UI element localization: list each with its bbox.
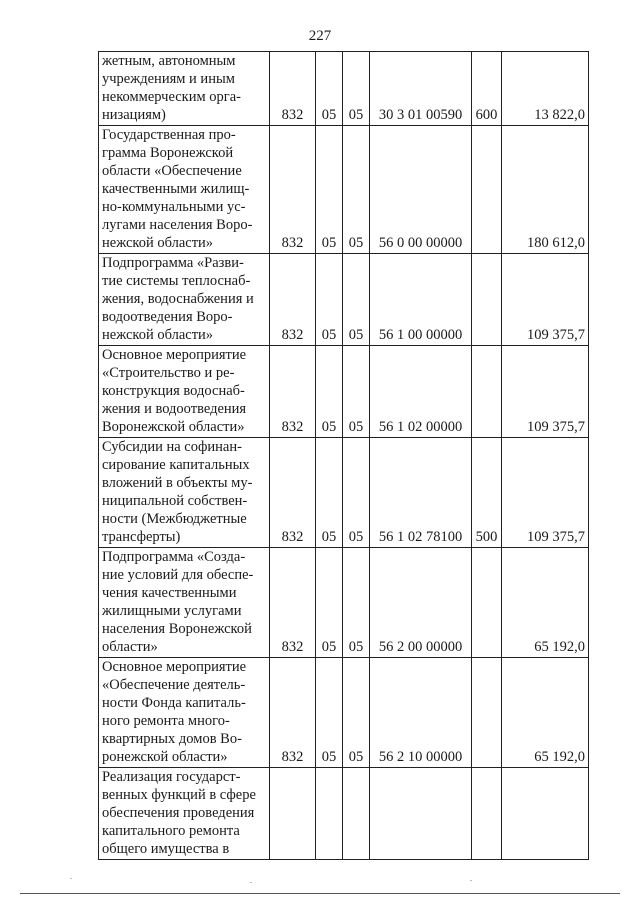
expense-type-code [472,254,502,346]
subsection-code: 05 [343,126,370,254]
row-description: Реализация государст- венных функций в сфере обеспечения проведения капитального ремонта общего имущества в [99,768,270,860]
amount [502,768,589,860]
target-article-code: 56 0 00 00000 [370,126,472,254]
amount: 65 192,0 [502,658,589,768]
target-article-code: 56 1 00 00000 [370,254,472,346]
table-row [99,346,589,438]
row-description: Основное мероприятие «Обеспечение деятель- ности Фонда капиталь- ного ремонта много- квартирных домов Во- ронежской области» [99,658,270,768]
subsection-code: 05 [343,52,370,126]
row-description: жетным, автономным учреждениям и иным некоммерческим орга- низациям) [99,52,270,126]
expense-type-code [472,126,502,254]
amount: 109 375,7 [502,254,589,346]
admin-code: 832 [270,658,316,768]
admin-code: 832 [270,126,316,254]
table-row [99,52,589,126]
table-row [99,254,589,346]
section-code: 05 [316,52,343,126]
target-article-code: 56 2 00 00000 [370,548,472,658]
amount: 13 822,0 [502,52,589,126]
section-code: 05 [316,126,343,254]
subsection-code: 05 [343,658,370,768]
admin-code: 832 [270,438,316,548]
admin-code: 832 [270,548,316,658]
admin-code [270,768,316,860]
page-number: 227 [308,28,332,44]
target-article-code: 30 3 01 00590 [370,52,472,126]
section-code: 05 [316,548,343,658]
section-code: 05 [316,254,343,346]
row-description: Субсидии на софинан- сирование капитальных вложений в объекты му- ниципальной собствен- ности (Межбюджетные трансферты) [99,438,270,548]
row-description: Основное мероприятие «Строительство и ре- конструкция водоснаб- жения и водоотведения Воронежской области» [99,346,270,438]
expense-type-code [472,548,502,658]
admin-code: 832 [270,254,316,346]
section-code: 05 [316,438,343,548]
admin-code: 832 [270,346,316,438]
expense-type-code: 500 [472,438,502,548]
expense-type-code [472,346,502,438]
table-row [99,658,589,768]
subsection-code: 05 [343,438,370,548]
amount: 109 375,7 [502,438,589,548]
scan-speck [250,882,252,883]
row-description: Подпрограмма «Разви- тие системы теплоснаб- жения, водоснабжения и водоотведения Воро- нежской области» [99,254,270,346]
table-row [99,548,589,658]
expense-type-code [472,768,502,860]
target-article-code: 56 1 02 78100 [370,438,472,548]
amount: 65 192,0 [502,548,589,658]
subsection-code [343,768,370,860]
row-description: Подпрограмма «Созда- ние условий для обеспе- чения качественными жилищными услугами населения Воронежской области» [99,548,270,658]
target-article-code: 56 1 02 00000 [370,346,472,438]
scan-speck [70,878,72,879]
admin-code: 832 [270,52,316,126]
amount: 180 612,0 [502,126,589,254]
expense-type-code: 600 [472,52,502,126]
expense-type-code [472,658,502,768]
target-article-code [370,768,472,860]
subsection-code: 05 [343,346,370,438]
section-code [316,768,343,860]
target-article-code: 56 2 10 00000 [370,658,472,768]
scan-speck [470,880,472,881]
table-row [99,438,589,548]
page-bottom-rule [20,893,620,894]
table-row [99,768,589,860]
subsection-code: 05 [343,548,370,658]
section-code: 05 [316,346,343,438]
amount: 109 375,7 [502,346,589,438]
row-description: Государственная про- грамма Воронежской области «Обеспечение качественными жилищ- но-коммунальными ус- лугами населения Воро- нежской области» [99,126,270,254]
table-row [99,126,589,254]
budget-table [98,51,589,860]
subsection-code: 05 [343,254,370,346]
section-code: 05 [316,658,343,768]
